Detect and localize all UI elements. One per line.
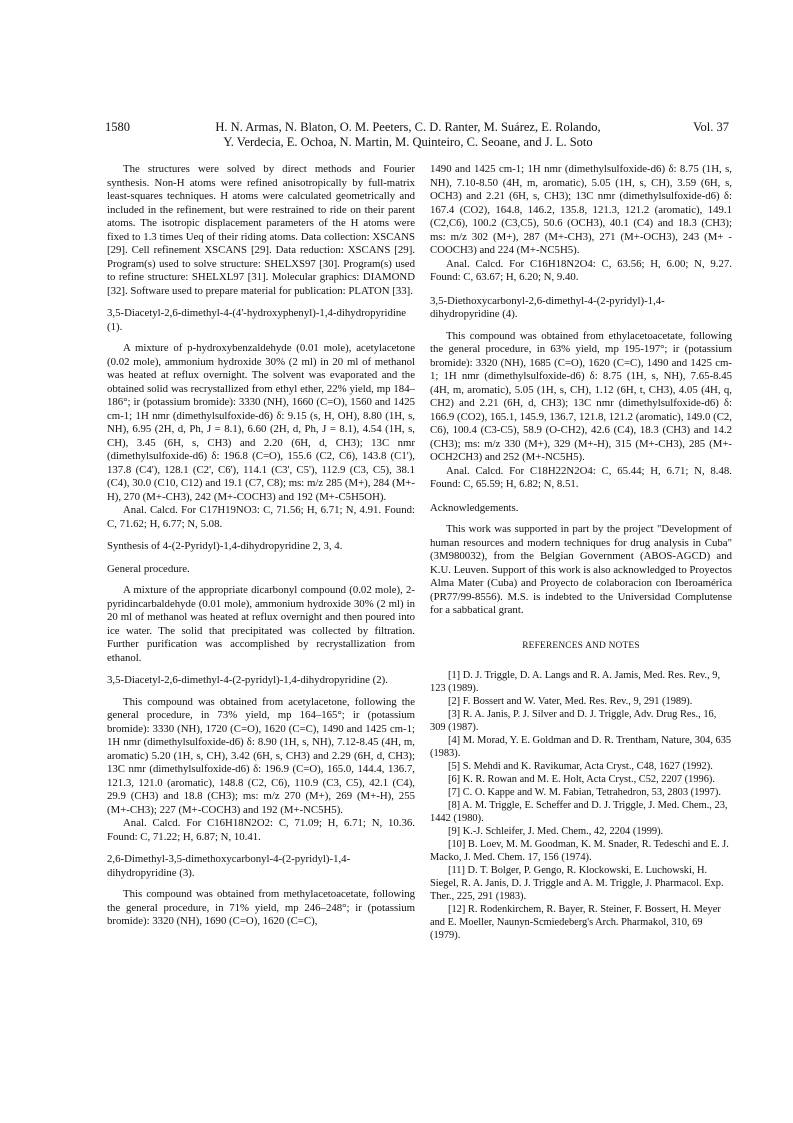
paragraph: A mixture of p-hydroxybenzaldehyde (0.01 mole), acetylacetone (0.02 mole), ammonium hydroxide 30% (2 ml) in 20 ml of methanol was heated at reflux overnight. The solvent was evaporated and the obtained solid was recrystallized from ethyl ether, 22% yield, mp 184–186°; ir (potassium bromide): 3330 (NH), 1660 (C=O), 1560 and 1425 cm-1; 1H nmr (dimethylsulfoxide-d6) δ: 9.15 (s, H, OH), 8.80 (1H, s, NH), 6.95 (2H, d, Ph, J = 8.1), 6.60 (2H, d, Ph, J = 8.1), 4.54 (1H, s, CH), 3.45 (6H, s, CH3) and 2.20 (6H, d, CH3); 13C nmr (dimethylsulfoxide-d6) δ: 196.8 (C=O), 155.6 (C2, C6), 143.8 (C1'), 137.8 (C4'), 128.1 (C2', C6'), 114.1 (C3', C5'), 112.9 (C3, C5), 38.1 (C4), 30.0 (C10, C12) and 19.1 (C7, C8); ms: m/z 285 (M+), 284 (M+-H), 270 (M+-CH3), 242 (M+-COCH3) and 192 (M+-C5H5OH). [107, 342, 415, 503]
author-line: H. N. Armas, N. Blaton, O. M. Peeters, C. D. Ranter, M. Suárez, E. Rolando, [215, 120, 601, 134]
compound-heading: 3,5-Diethoxycarbonyl-2,6-dimethyl-4-(2-pyridyl)-1,4-dihydropyridine (4). [430, 294, 665, 320]
reference-item: [1] D. J. Triggle, D. A. Langs and R. A. Jamis, Med. Res. Rev., 9, 123 (1989). [430, 670, 721, 694]
running-header [105, 120, 729, 156]
references-title: REFERENCES AND NOTES [522, 640, 640, 651]
reference-item: [6] K. R. Rowan and M. E. Holt, Acta Cryst., C52, 2207 (1996). [448, 774, 715, 785]
reference-item: [3] R. A. Janis, P. J. Silver and D. J. Triggle, Adv. Drug Res., 16, 309 (1987). [430, 709, 717, 733]
paragraph: 1490 and 1425 cm-1; 1H nmr (dimethylsulfoxide-d6) δ: 8.75 (1H, s, NH), 7.10-8.50 (4H, m, aromatic), 5.05 (1H, s, CH), 3.59 (6H, s, OCH3) and 2.21 (6H, s, CH3); 13C nmr (dimethylsulfoxide-d6) δ: 167.4 (CO2), 164.8, 146.2, 135.8, 121.3, 121.2 (aromatic), 149.1 (C2,C6), 100.2 (C3,C5), 50.6 (OCH3), 40.1 (C4) and 18.3 (CH3); ms: m/z 302 (M+), 287 (M+-CH3), 271 (M+-OCH3), 243 (M+ - COOCH3) and 224 (M+-NC5H5). [430, 163, 732, 256]
left-column [107, 163, 415, 929]
reference-item: [2] F. Bossert and W. Vater, Med. Res. Rev., 9, 291 (1989). [448, 696, 693, 707]
page-number: 1580 [105, 120, 130, 134]
reference-item: [4] M. Morad, Y. E. Goldman and D. R. Trentham, Nature, 304, 635 (1983). [430, 735, 732, 759]
right-column [430, 163, 732, 942]
paragraph: This compound was obtained from methylacetoacetate, following the general procedure, in 71% yield, mp 246–248°; ir (potassium bromide): 3320 (NH), 1690 (C=O), 1620 (C=C), [107, 888, 415, 927]
paragraph: A mixture of the appropriate dicarbonyl compound (0.02 mole), 2-pyridincarbaldehyde (0.01 mole), ammonium hydroxide 30% (2 ml) in 20 ml of methanol was heated at reflux overnight and then poured into ice water. The solid that precipitated was collected by filtration. Further purification was accomplished by recrystallization from ethanol. [107, 584, 415, 664]
reference-item: [11] D. T. Bolger, P. Gengo, R. Klockowski, E. Luchowski, H. Siegel, R. A. Janis, D. J. Triggle and A. M. Triggle, J. Pharmacol. Exp. Ther., 225, 291 (1983). [430, 865, 724, 902]
author-list [173, 120, 643, 150]
analysis-paragraph: Anal. Calcd. For C18H22N2O4: C, 65.44; H, 6.71; N, 8.48. Found: C, 65.59; H, 6.82; N, 8.51. [430, 464, 732, 490]
reference-item: [7] C. O. Kappe and W. M. Fabian, Tetrahedron, 53, 2803 (1997). [448, 787, 721, 798]
analysis-paragraph: Anal. Calcd. For C16H18N2O2: C, 71.09; H, 6.71; N, 10.36. Found: C, 71.22; H, 6.87; N, 10.41. [107, 817, 415, 843]
section-heading: General procedure. [107, 562, 190, 575]
paragraph: This compound was obtained from acetylacetone, following the general procedure, in 73% yield, mp 164–165°; ir (potassium bromide): 3330 (NH), 1720 (C=O), 1620 (C=C), 1490 and 1425 cm-1; 1H nmr (dimethylsulfoxide-d6) δ: 8.90 (1H, s, NH), 7.12-8.45 (4H, m, aromatic) 5.20 (1H, s, CH), 3.42 (6H, s, CH3) and 2.29 (6H, d, CH3); 13C nmr (dimethylsulfoxide-d6) δ: 196.9 (C=O), 165.0, 144.4, 136.7, 121.3, 121.0 (aromatic), 148.8 (C2, C6), 110.9 (C3, C5), 42.1 (C4), 29.9 (CH3) and 18.8 (CH3); ms: m/z 270 (M+), 269 (M+-H), 255 (M+-CH3); 227 (M+-COCH3) and 192 (M+-NC5H5). [107, 695, 415, 816]
compound-heading: 3,5-Diacetyl-2,6-dimethyl-4-(2-pyridyl)-1,4-dihydropyridine (2). [107, 674, 388, 686]
reference-item: [10] B. Loev, M. M. Goodman, K. M. Snader, R. Tedeschi and E. J. Macko, J. Med. Chem. 17, 156 (1974). [430, 839, 729, 863]
section-heading: Synthesis of 4-(2-Pyridyl)-1,4-dihydropyridine 2, 3, 4. [107, 540, 343, 552]
acknowledgements-paragraph: This work was supported in part by the project "Development of human resources and modern techniques for drug analysis in Cuba" (3M980032), from the Belgian Government (ABOS-AGCD) and K.U. Leuven. Support of this work is also acknowledged to Proyectos Alma Mater (Cuba) and Proyecto de colaboracion con Iberoamérica (PR77/99-8556). M.S. is indebted to the Universidad Complutense for a sabbatical grant. [430, 523, 732, 616]
reference-item: [12] R. Rodenkirchem, R. Bayer, R. Steiner, F. Bossert, H. Meyer and E. Moeller, Naunyn-Scmiedeberg's Arch. Pharmakol, 310, 69 (1979). [430, 904, 721, 941]
reference-item: [8] A. M. Triggle, E. Scheffer and D. J. Triggle, J. Med. Chem., 23, 1442 (1980). [430, 800, 728, 824]
author-line: Y. Verdecia, E. Ochoa, N. Martin, M. Quinteiro, C. Seoane, and J. L. Soto [223, 135, 593, 149]
paragraph: The structures were solved by direct methods and Fourier synthesis. Non-H atoms were refined anisotropically by full-matrix least-squares techniques. H atoms were calculated geometrically and included in the refinement, but were restrained to ride on their parent atoms. The isotropic displacement parameters of the H atoms were fixed to 1.3 times Ueq of their riding atoms. Data collection: XSCANS [29]. Cell refinement XSCANS [29]. Data reduction: XSCANS [29]. Program(s) used to solve structure: SHELXS97 [30]. Program(s) used to refine structure: SHELXL97 [31]. Molecular graphics: DIAMOND [32]. Software used to prepare material for publication: PLATON [33]. [107, 163, 415, 297]
volume-label: Vol. 37 [693, 120, 729, 134]
acknowledgements-heading: Acknowledgements. [430, 501, 519, 514]
paragraph: This compound was obtained from ethylacetoacetate, following the general procedure, in 63% yield, mp 195-197°; ir (potassium bromide): 3320 (NH), 1685 (C=O), 1620 (C=C), 1490 and 1425 cm-1; 1H nmr (dimethylsulfoxide-d6) δ: 8.75 (1H, s, NH), 7.65-8.45 (4H, m, aromatic), 5.05 (1H, s, CH), 1.12 (6H, t, CH3), 4.05 (4H, q, CH2) and 2.21 (6H, d, CH3); 13C nmr (dimethylsulfoxide-d6) δ: 166.9 (CO2), 165.1, 145.9, 136.7, 121.8, 121.2 (aromatic), 149.0 (C2, C6), 100.4 (C3-C5), 58.9 (O-CH2), 42.6 (C4), 18.3 (CH3) and 14.2 (CH3); ms: m/z 330 (M+), 329 (M+-H), 315 (M+-CH3), 285 (M+-OCH2CH3) and 252 (M+-NC5H5). [430, 329, 732, 463]
reference-item: [5] S. Mehdi and K. Ravikumar, Acta Cryst., C48, 1627 (1992). [448, 761, 713, 772]
analysis-paragraph: Anal. Calcd. For C16H18N2O4: C, 63.56; H, 6.00; N, 9.27. Found: C, 63.67; H, 6.20; N, 9.40. [430, 257, 732, 283]
analysis-paragraph: Anal. Calcd. For C17H19NO3: C, 71.56; H, 6.71; N, 4.91. Found: C, 71.62; H, 6.77; N, 5.08. [107, 504, 415, 530]
compound-heading: 3,5-Diacetyl-2,6-dimethyl-4-(4'-hydroxyphenyl)-1,4-dihydropyridine (1). [107, 307, 407, 333]
reference-item: [9] K.-J. Schleifer, J. Med. Chem., 42, 2204 (1999). [448, 826, 664, 837]
reference-list [430, 669, 732, 942]
compound-heading: 2,6-Dimethyl-3,5-dimethoxycarbonyl-4-(2-pyridyl)-1,4-dihydropyridine (3). [107, 853, 351, 879]
